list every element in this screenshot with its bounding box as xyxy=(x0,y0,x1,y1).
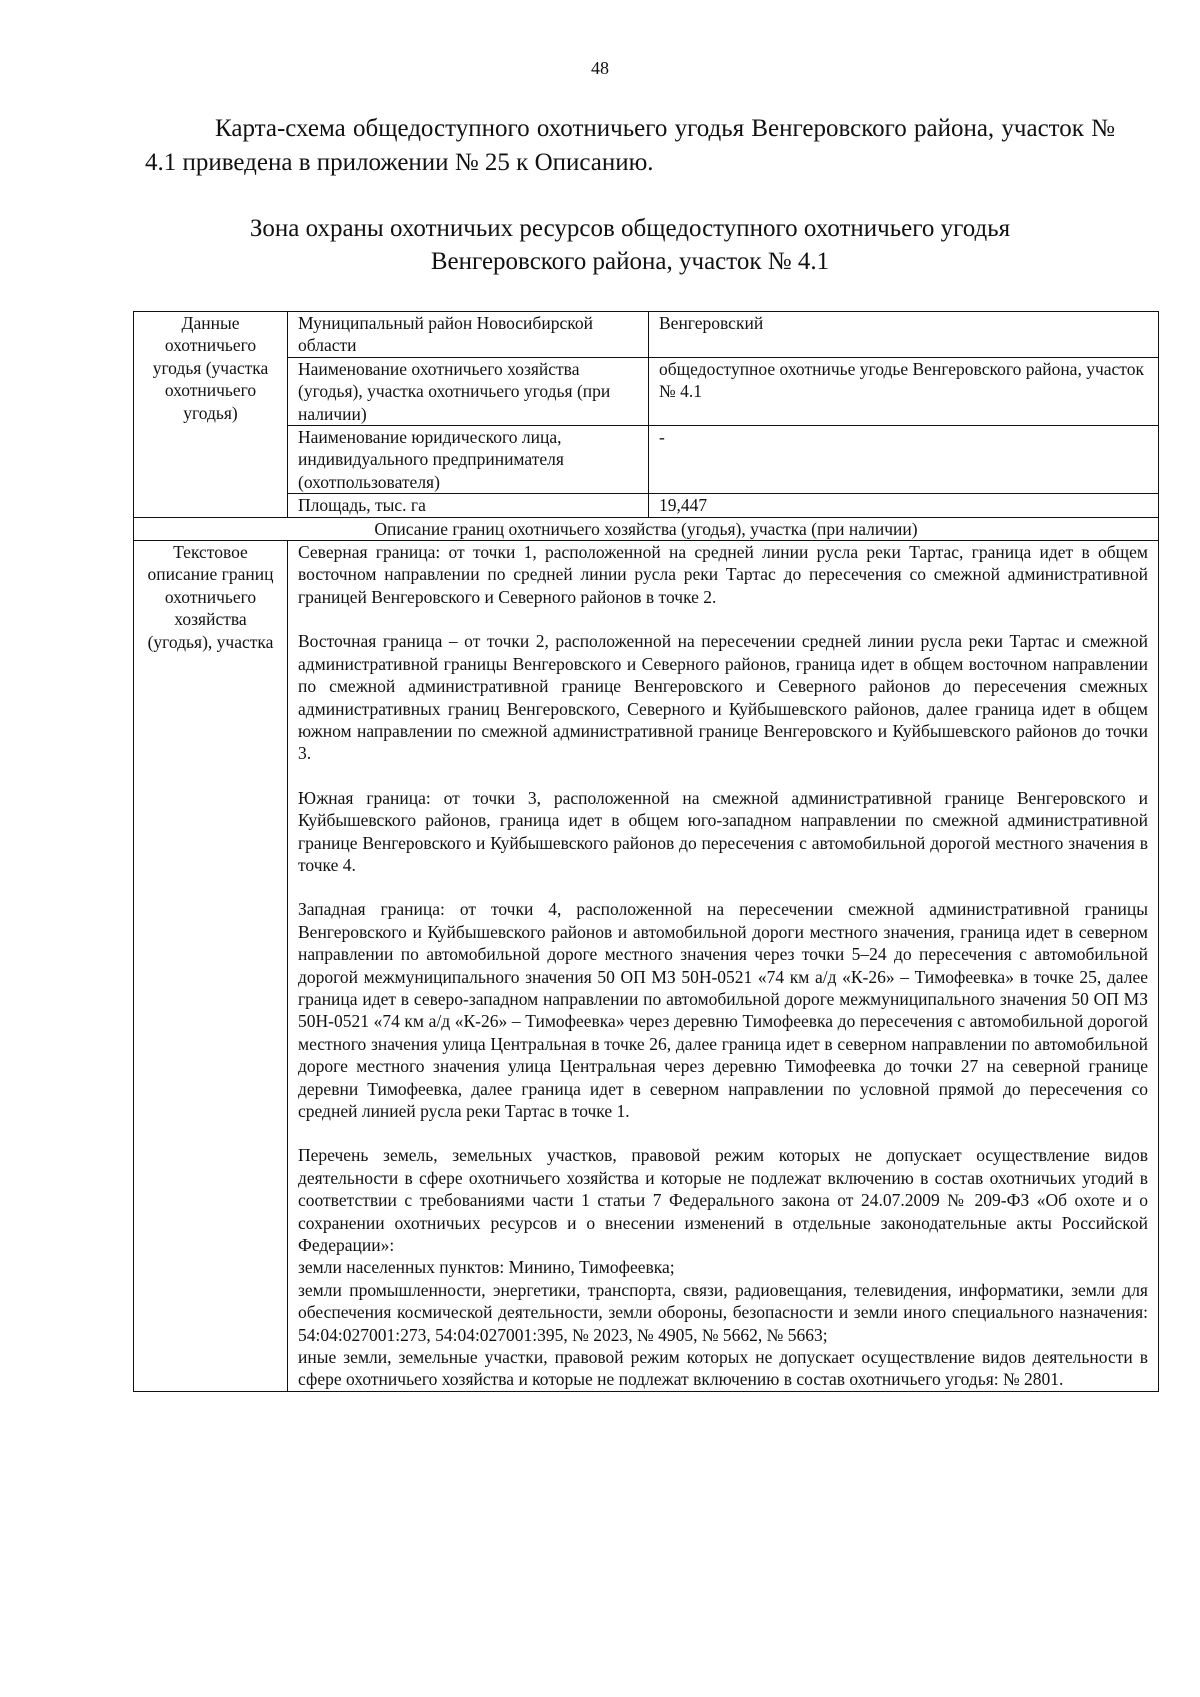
page-number: 48 xyxy=(591,58,609,78)
table-row xyxy=(134,312,1159,358)
zone-title-line-2: Венгеровского района, участок № 4.1 xyxy=(430,248,830,275)
north-border-text: Северная граница: от точки 1, расположенной на средней линии русла реки Тартас, граница идет в общем восточном направлении по средней линии русла реки Тартас до пересечения со смежной административной границей Венгеровского и Северного районов в точке 2. xyxy=(298,542,1148,607)
west-border-text: Западная граница: от точки 4, расположенной на пересечении смежной административной границы Венгеровского и Куйбышевского районов и автомобильной дороги местного значения, граница идет в северном направлении по автомобильной дороге местного значения через точки 5–24 до пересечения с автомобильной дорогой межмуниципального значения 50 ОП МЗ 50Н-0521 «74 км а/д «К-26» – Тимофеевка» в точке 25, далее граница идет в северо-западном направлении по автомобильной дороге межмуниципального значения 50 ОП МЗ 50Н-0521 «74 км а/д «К-26» – Тимофеевка» через деревню Тимофеевка до пересечения с автомобильной дорогой местного значения улица Центральная в точке 26, далее граница идет в северном направлении по автомобильной дороге местного значения улица Центральная через деревню Тимофеевка до точки 27 на северной границе деревни Тимофеевка, далее граница идет в северном направлении по условной прямой до пересечения со средней линией русла реки Тартас в точке 1. xyxy=(298,899,1148,1121)
map-reference-paragraph: Карта-схема общедоступного охотничьего угодья Венгеровского района, участок № 4.1 приведена в приложении № 25 к Описанию. xyxy=(145,115,1115,176)
exclusions-settlements-text: земли населенных пунктов: Минино, Тимофеевка; xyxy=(298,1257,675,1278)
borders-description-label: Текстовое описание границ охотничьего хозяйства (угодья), участка xyxy=(134,541,288,1392)
table-row xyxy=(134,357,1159,425)
table-row xyxy=(134,541,1159,1392)
row-value-hunting-user: - xyxy=(649,426,1159,494)
ground-data-label: Данные охотничьего угодья (участка охотничьего угодья) xyxy=(134,312,288,518)
row-value-district: Венгеровский xyxy=(649,312,1159,358)
row-label-district: Муниципальный район Новосибирской области xyxy=(288,312,649,358)
hunting-ground-table xyxy=(133,311,1159,1392)
table-row xyxy=(134,426,1159,494)
row-value-area: 19,447 xyxy=(649,494,1159,517)
row-value-ground-name: общедоступное охотничье угодье Венгеровского района, участок № 4.1 xyxy=(649,357,1159,425)
row-label-ground-name: Наименование охотничьего хозяйства (угодья), участка охотничьего угодья (при наличии) xyxy=(288,357,649,425)
exclusions-intro-text: Перечень земель, земельных участков, правовой режим которых не допускает осуществление видов деятельности в сфере охотничьего хозяйства и которые не подлежат включению в состав охотничьих угодий в соответствии с требованиями части 1 статьи 7 Федерального закона от 24.07.2009 № 209-ФЗ «Об охоте и о сохранении охотничьих ресурсов и о внесении изменений в отдельные законодательные акты Российской Федерации»: xyxy=(298,1145,1148,1256)
table-row xyxy=(134,494,1159,517)
south-border-text: Южная граница: от точки 3, расположенной на смежной административной границе Венгеровского и Куйбышевского районов, граница идет в общем юго-западном направлении по смежной административной границе Венгеровского и Куйбышевского районов до пересечения с автомобильной дорогой местного значения в точке 4. xyxy=(298,787,1148,875)
table-row xyxy=(134,517,1159,540)
east-border-text: Восточная граница – от точки 2, расположенной на пересечении средней линии русла реки Тартас и смежной административной границы Венгеровского и Северного районов, граница идет в общем восточном направлении по смежной административной границе Венгеровского и Северного районов до пересечения смежных административных границ Венгеровского, Северного и Куйбышевского районов, далее граница идет в общем южном направлении по смежной административной границе Венгеровского и Куйбышевского районов до точки 3. xyxy=(298,631,1148,764)
exclusions-industry-text: земли промышленности, энергетики, транспорта, связи, радиовещания, телевидения, информатики, земли для обеспечения космической деятельности, земли обороны, безопасности и земли иного специального назначения: 54:04:027001:273, 54:04:027001:395, № 2023, № 4905, № 5662, № 5663; xyxy=(298,1279,1148,1345)
exclusions-other-text: иные земли, земельные участки, правовой режим которых не допускает осуществление видов деятельности в сфере охотничьего хозяйства и которые не подлежат включению в состав охотничьего угодья: № 2801. xyxy=(298,1347,1148,1390)
zone-title-line-1: Зона охраны охотничьих ресурсов общедоступного охотничьего угодья xyxy=(249,215,1011,242)
row-label-area: Площадь, тыс. га xyxy=(288,494,649,517)
borders-description xyxy=(288,541,1159,1392)
zone-title xyxy=(145,212,1115,278)
row-label-hunting-user: Наименование юридического лица, индивидуального предпринимателя (охотпользователя) xyxy=(288,426,649,494)
borders-section-header: Описание границ охотничьего хозяйства (угодья), участка (при наличии) xyxy=(134,517,1159,540)
